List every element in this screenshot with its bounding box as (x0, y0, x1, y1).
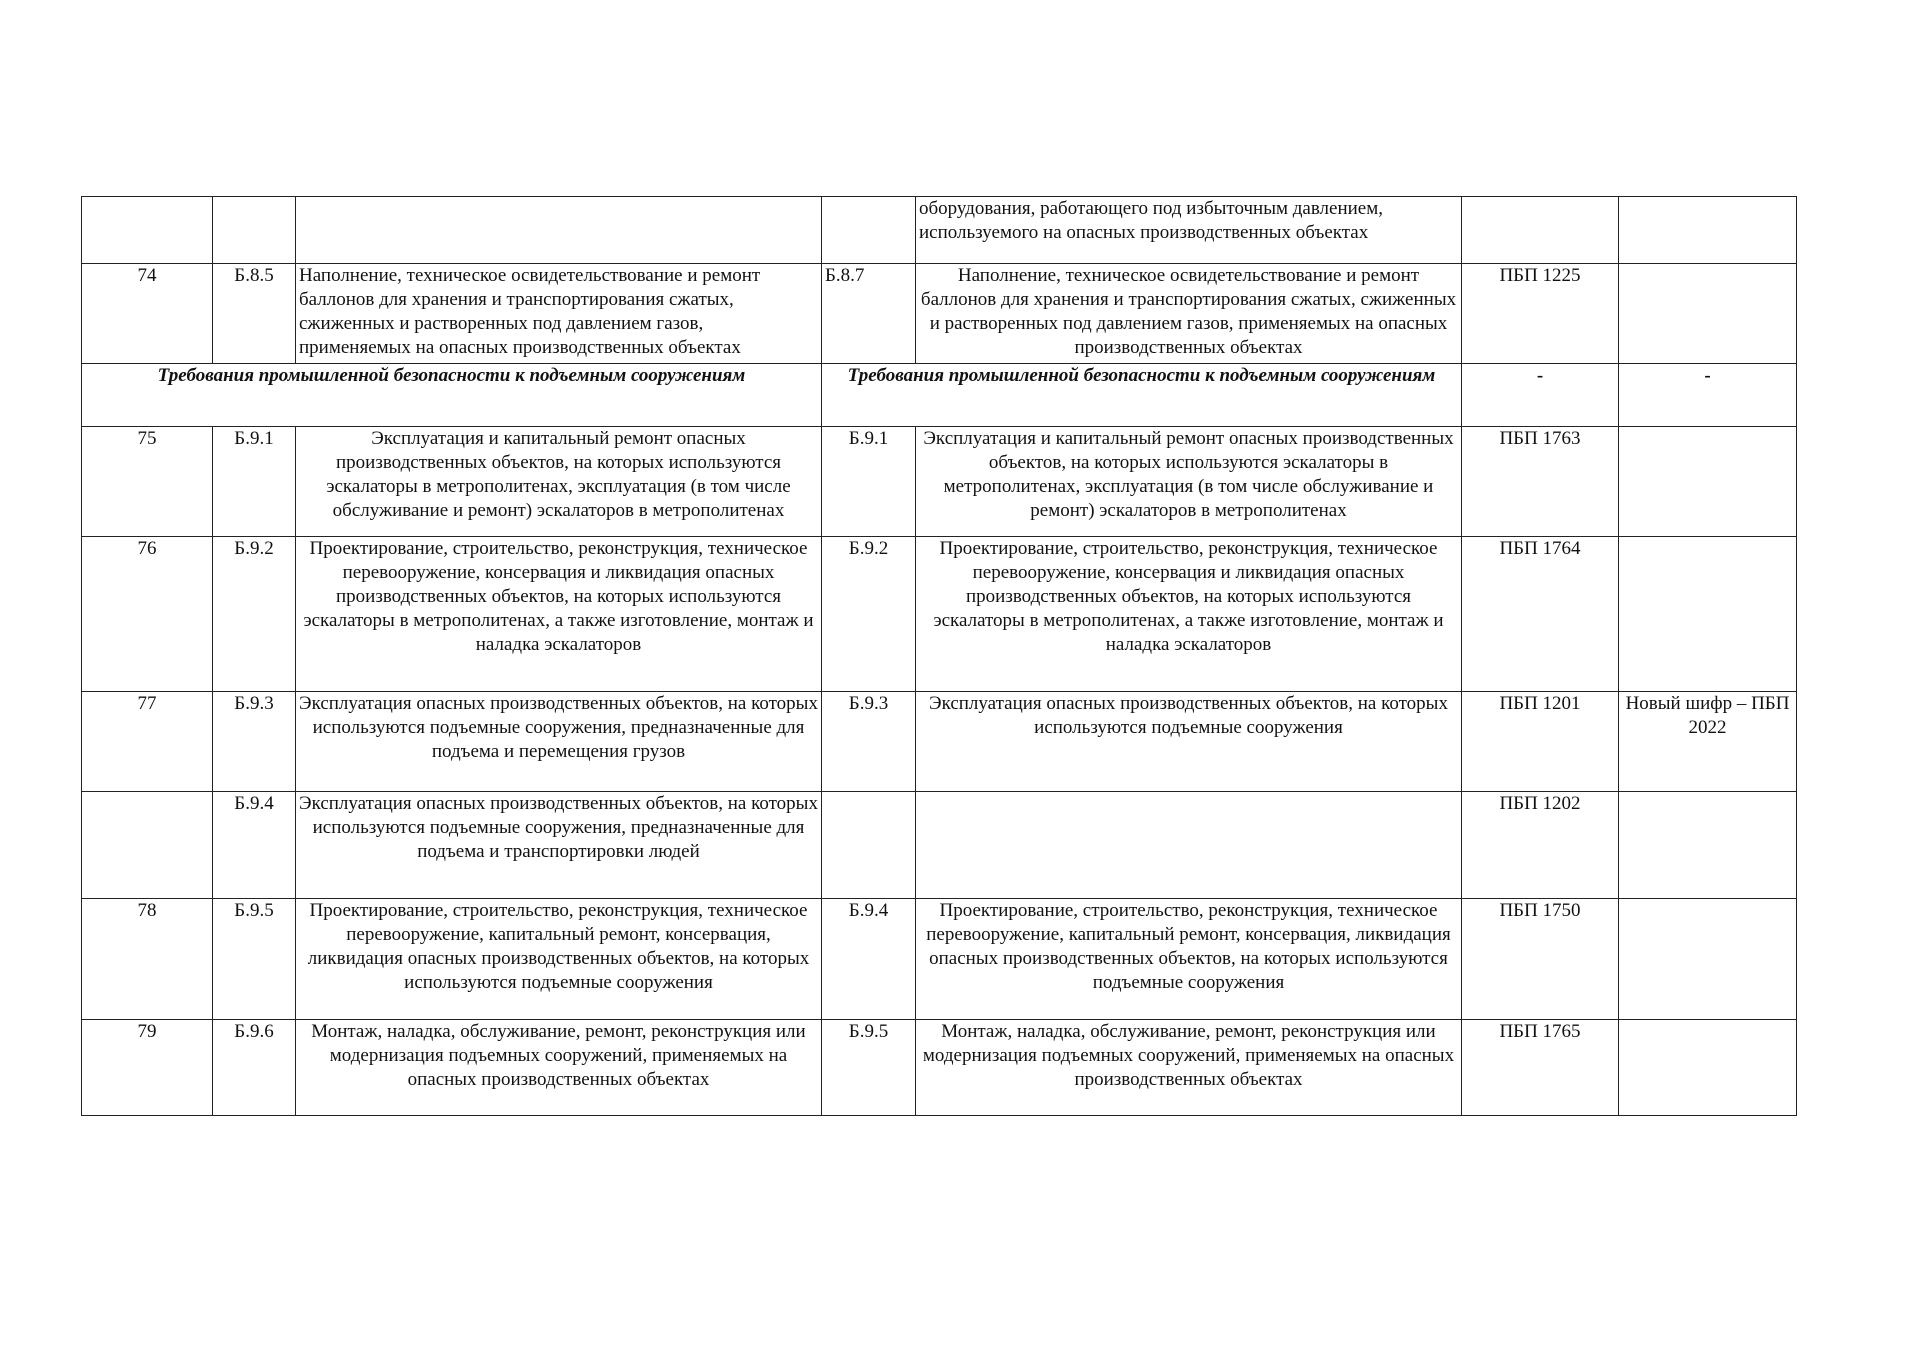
num-cell (82, 197, 213, 264)
old-name-cell: Проектирование, строительство, реконструкция, техническое перевооружение, консервация и ликвидация опасных производственных объектов, на которых используются эскалаторы в метрополитенах, а также изготовление, монтаж и наладка эскалаторов (296, 537, 822, 692)
table-row (82, 197, 1797, 264)
section-header-row (82, 364, 1797, 427)
old-code-cell (213, 197, 296, 264)
table-row (82, 537, 1797, 692)
section-title-new: Требования промышленной безопасности к подъемным сооружениям (822, 364, 1462, 427)
new-code-cell (822, 197, 916, 264)
note-cell: - (1619, 364, 1797, 427)
old-name-cell: Эксплуатация опасных производственных объектов, на которых используются подъемные сооружения, предназначенные для подъема и транспортировки людей (296, 792, 822, 899)
old-code-cell: Б.9.1 (213, 427, 296, 537)
table-row (82, 899, 1797, 1020)
note-cell (1619, 537, 1797, 692)
old-code-cell: Б.9.5 (213, 899, 296, 1020)
old-name-cell (296, 197, 822, 264)
old-name-cell: Эксплуатация опасных производственных объектов, на которых используются подъемные сооружения, предназначенные для подъема и перемещения грузов (296, 692, 822, 792)
table-row (82, 427, 1797, 537)
cipher-cell: ПБП 1225 (1462, 264, 1619, 364)
new-code-cell: Б.9.3 (822, 692, 916, 792)
section-title-old: Требования промышленной безопасности к подъемным сооружениям (82, 364, 822, 427)
note-cell (1619, 197, 1797, 264)
new-name-cell: Проектирование, строительство, реконструкция, техническое перевооружение, капитальный ремонт, консервация, ликвидация опасных производственных объектов, на которых используются подъемные сооружения (916, 899, 1462, 1020)
new-code-cell (822, 792, 916, 899)
new-name-cell: Эксплуатация опасных производственных объектов, на которых используются подъемные сооружения (916, 692, 1462, 792)
old-name-cell: Монтаж, наладка, обслуживание, ремонт, реконструкция или модернизация подъемных сооружений, применяемых на опасных производственных объектах (296, 1020, 822, 1116)
new-code-cell: Б.9.4 (822, 899, 916, 1020)
table-row (82, 264, 1797, 364)
comparison-table (81, 196, 1797, 1116)
num-cell: 78 (82, 899, 213, 1020)
cipher-cell: ПБП 1201 (1462, 692, 1619, 792)
note-cell (1619, 1020, 1797, 1116)
table-row (82, 1020, 1797, 1116)
old-code-cell: Б.9.6 (213, 1020, 296, 1116)
new-code-cell: Б.9.5 (822, 1020, 916, 1116)
new-name-cell: Наполнение, техническое освидетельствование и ремонт баллонов для хранения и транспортирования сжатых, сжиженных и растворенных под давлением газов, применяемых на опасных производственных объектах (916, 264, 1462, 364)
note-cell (1619, 899, 1797, 1020)
new-code-cell: Б.9.1 (822, 427, 916, 537)
num-cell: 79 (82, 1020, 213, 1116)
old-code-cell: Б.8.5 (213, 264, 296, 364)
old-code-cell: Б.9.3 (213, 692, 296, 792)
note-cell (1619, 264, 1797, 364)
new-name-cell: Монтаж, наладка, обслуживание, ремонт, реконструкция или модернизация подъемных сооружений, применяемых на опасных производственных объектах (916, 1020, 1462, 1116)
new-code-cell: Б.8.7 (822, 264, 916, 364)
old-name-cell: Эксплуатация и капитальный ремонт опасных производственных объектов, на которых используются эскалаторы в метрополитенах, эксплуатация (в том числе обслуживание и ремонт) эскалаторов в метрополитенах (296, 427, 822, 537)
cipher-cell: ПБП 1202 (1462, 792, 1619, 899)
num-cell: 76 (82, 537, 213, 692)
old-name-cell: Проектирование, строительство, реконструкция, техническое перевооружение, капитальный ремонт, консервация, ликвидация опасных производственных объектов, на которых используются подъемные сооружения (296, 899, 822, 1020)
cipher-cell: ПБП 1763 (1462, 427, 1619, 537)
table-row (82, 792, 1797, 899)
note-cell (1619, 792, 1797, 899)
cipher-cell: ПБП 1750 (1462, 899, 1619, 1020)
old-name-cell: Наполнение, техническое освидетельствование и ремонт баллонов для хранения и транспортирования сжатых, сжиженных и растворенных под давлением газов, применяемых на опасных производственных объектах (296, 264, 822, 364)
num-cell: 77 (82, 692, 213, 792)
num-cell: 75 (82, 427, 213, 537)
cipher-cell: ПБП 1764 (1462, 537, 1619, 692)
old-code-cell: Б.9.2 (213, 537, 296, 692)
new-name-cell: Эксплуатация и капитальный ремонт опасных производственных объектов, на которых используются эскалаторы в метрополитенах, эксплуатация (в том числе обслуживание и ремонт) эскалаторов в метрополитенах (916, 427, 1462, 537)
old-code-cell: Б.9.4 (213, 792, 296, 899)
cipher-cell: ПБП 1765 (1462, 1020, 1619, 1116)
num-cell: 74 (82, 264, 213, 364)
note-cell: Новый шифр – ПБП 2022 (1619, 692, 1797, 792)
new-name-cell: оборудования, работающего под избыточным давлением, используемого на опасных производственных объектах (916, 197, 1462, 264)
num-cell (82, 792, 213, 899)
cipher-cell: - (1462, 364, 1619, 427)
note-cell (1619, 427, 1797, 537)
table-row (82, 692, 1797, 792)
new-name-cell (916, 792, 1462, 899)
new-name-cell: Проектирование, строительство, реконструкция, техническое перевооружение, консервация и ликвидация опасных производственных объектов, на которых используются эскалаторы в метрополитенах, а также изготовление, монтаж и наладка эскалаторов (916, 537, 1462, 692)
cipher-cell (1462, 197, 1619, 264)
new-code-cell: Б.9.2 (822, 537, 916, 692)
